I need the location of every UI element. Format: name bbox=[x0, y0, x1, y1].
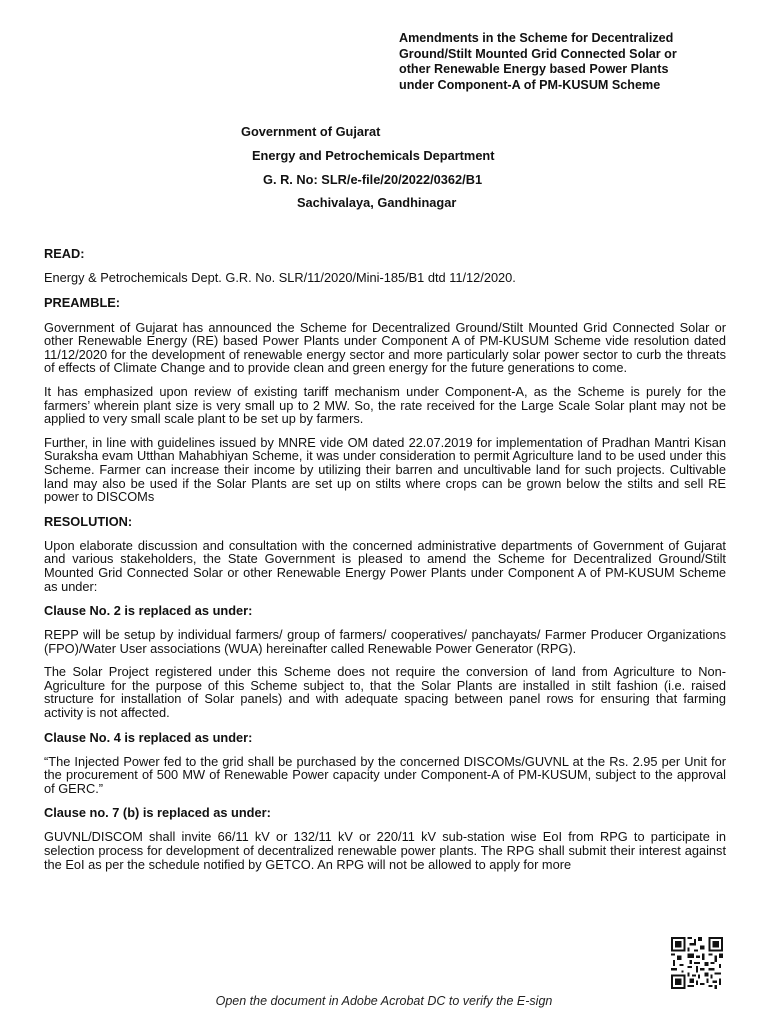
clause-4-text: “The Injected Power fed to the grid shall be purchased by the concerned DISCOMs/GUVNL at the Rs. 2.95 per Unit for the procurement of 500 MW of Renewable Power capacity under Component-A of PM-KUSUM, subject to the approval of GERC.” bbox=[44, 753, 726, 796]
subject-line-2: Ground/Stilt Mounted Grid Connected Solar or bbox=[399, 46, 677, 61]
subject-line-3: other Renewable Energy based Power Plants bbox=[399, 62, 669, 76]
clause-4-heading: Clause No. 4 is replaced as under: bbox=[44, 729, 253, 745]
clause-2-heading: Clause No. 2 is replaced as under: bbox=[44, 603, 253, 619]
resolution-text: Upon elaborate discussion and consultation with the concerned administrative departments of Government of Gujarat and various stakeholders, the State Government is pleased to amend the Scheme for Decentralized Ground/Stilt Mounted Grid Connected Solar or other Renewable Energy Power Plants under Component A of PM-KUSUM Scheme as under: bbox=[44, 537, 726, 594]
read-text: Energy & Petrochemicals Dept. G.R. No. SLR/11/2020/Mini-185/B1 dtd 11/12/2020. bbox=[44, 270, 516, 285]
department-name: Energy and Petrochemicals Department bbox=[252, 148, 495, 163]
government-name: Government of Gujarat bbox=[241, 124, 381, 139]
clause-2-paragraph-1: REPP will be setup by individual farmers/ group of farmers/ cooperatives/ panchayats/ Farmer Producer Organizations (FPO)/Water User associations (WUA) hereinafter called Renewable Power Generator (RPG). bbox=[44, 627, 726, 656]
preamble-paragraph-1: Government of Gujarat has announced the Scheme for Decentralized Ground/Stilt Mounted Grid Connected Solar or other Renewable Energy (RE) based Power Plants under Component A of PM-KUSUM Scheme vide resolution dated 11/12/2020 for the development of renewable energy sector and more particularly solar power sector to curb the threats of effects of Climate Change and to provide clean and green energy for the future generations to come. bbox=[44, 319, 726, 376]
clause-2-paragraph-2: The Solar Project registered under this Scheme does not require the conversion of land from Agriculture to Non- Agriculture for the purpose of this Scheme subject to, that the Solar Plants are installed in stilt fashion (i.e. raised structure for installation of Solar panels) and with adequate spacing between panel rows for ensuring that farming activity is not affected. bbox=[44, 664, 726, 721]
qr-code-icon bbox=[671, 937, 723, 989]
subject-line-4: under Component-A of PM-KUSUM Scheme bbox=[399, 77, 661, 92]
document-body bbox=[44, 246, 726, 871]
clause-7b-text: GUVNL/DISCOM shall invite 66/11 kV or 132/11 kV or 220/11 kV sub-station wise EoI from RPG to participate in selection process for development of decentralized renewable power plants. The RPG shall submit their interest against the EoI as per the schedule notified by GETCO. An RPG will not be allowed to apply for more bbox=[44, 829, 726, 872]
preamble-paragraph-3: Further, in line with guidelines issued by MNRE vide OM dated 22.07.2019 for implementation of Pradhan Mantri Kisan Suraksha evam Utthan Mahabhiyan Scheme, it was under consideration to permit Agriculture land to be used under this Scheme. Farmer can increase their income by utilizing their barren and uncultivable land for such projects. Cultivable land may also be used if the Solar Plants are set up on stilts where crops can be grown below the stilts and sell RE power to DISCOMs bbox=[44, 434, 726, 505]
read-heading: READ: bbox=[44, 246, 85, 261]
gr-number: G. R. No: SLR/e-file/20/2022/0362/B1 bbox=[263, 172, 483, 187]
footer-esign-note: Open the document in Adobe Acrobat DC to verify the E-sign bbox=[215, 994, 553, 1008]
subject-line-1: Amendments in the Scheme for Decentralized bbox=[399, 31, 674, 45]
preamble-heading: PREAMBLE: bbox=[44, 294, 121, 310]
clause-7b-heading: Clause no. 7 (b) is replaced as under: bbox=[44, 805, 271, 821]
resolution-heading: RESOLUTION: bbox=[44, 513, 133, 529]
document-subject bbox=[399, 31, 725, 93]
preamble-paragraph-2: It has emphasized upon review of existing tariff mechanism under Component-A, as the Scheme is purely for the farmers’ wherein plant size is very small up to 2 MW. So, the rate received for the Large Scale Solar plant may not be applied to very small scale plant to be set up by farmers. bbox=[44, 383, 726, 427]
place-name: Sachivalaya, Gandhinagar bbox=[297, 195, 457, 210]
